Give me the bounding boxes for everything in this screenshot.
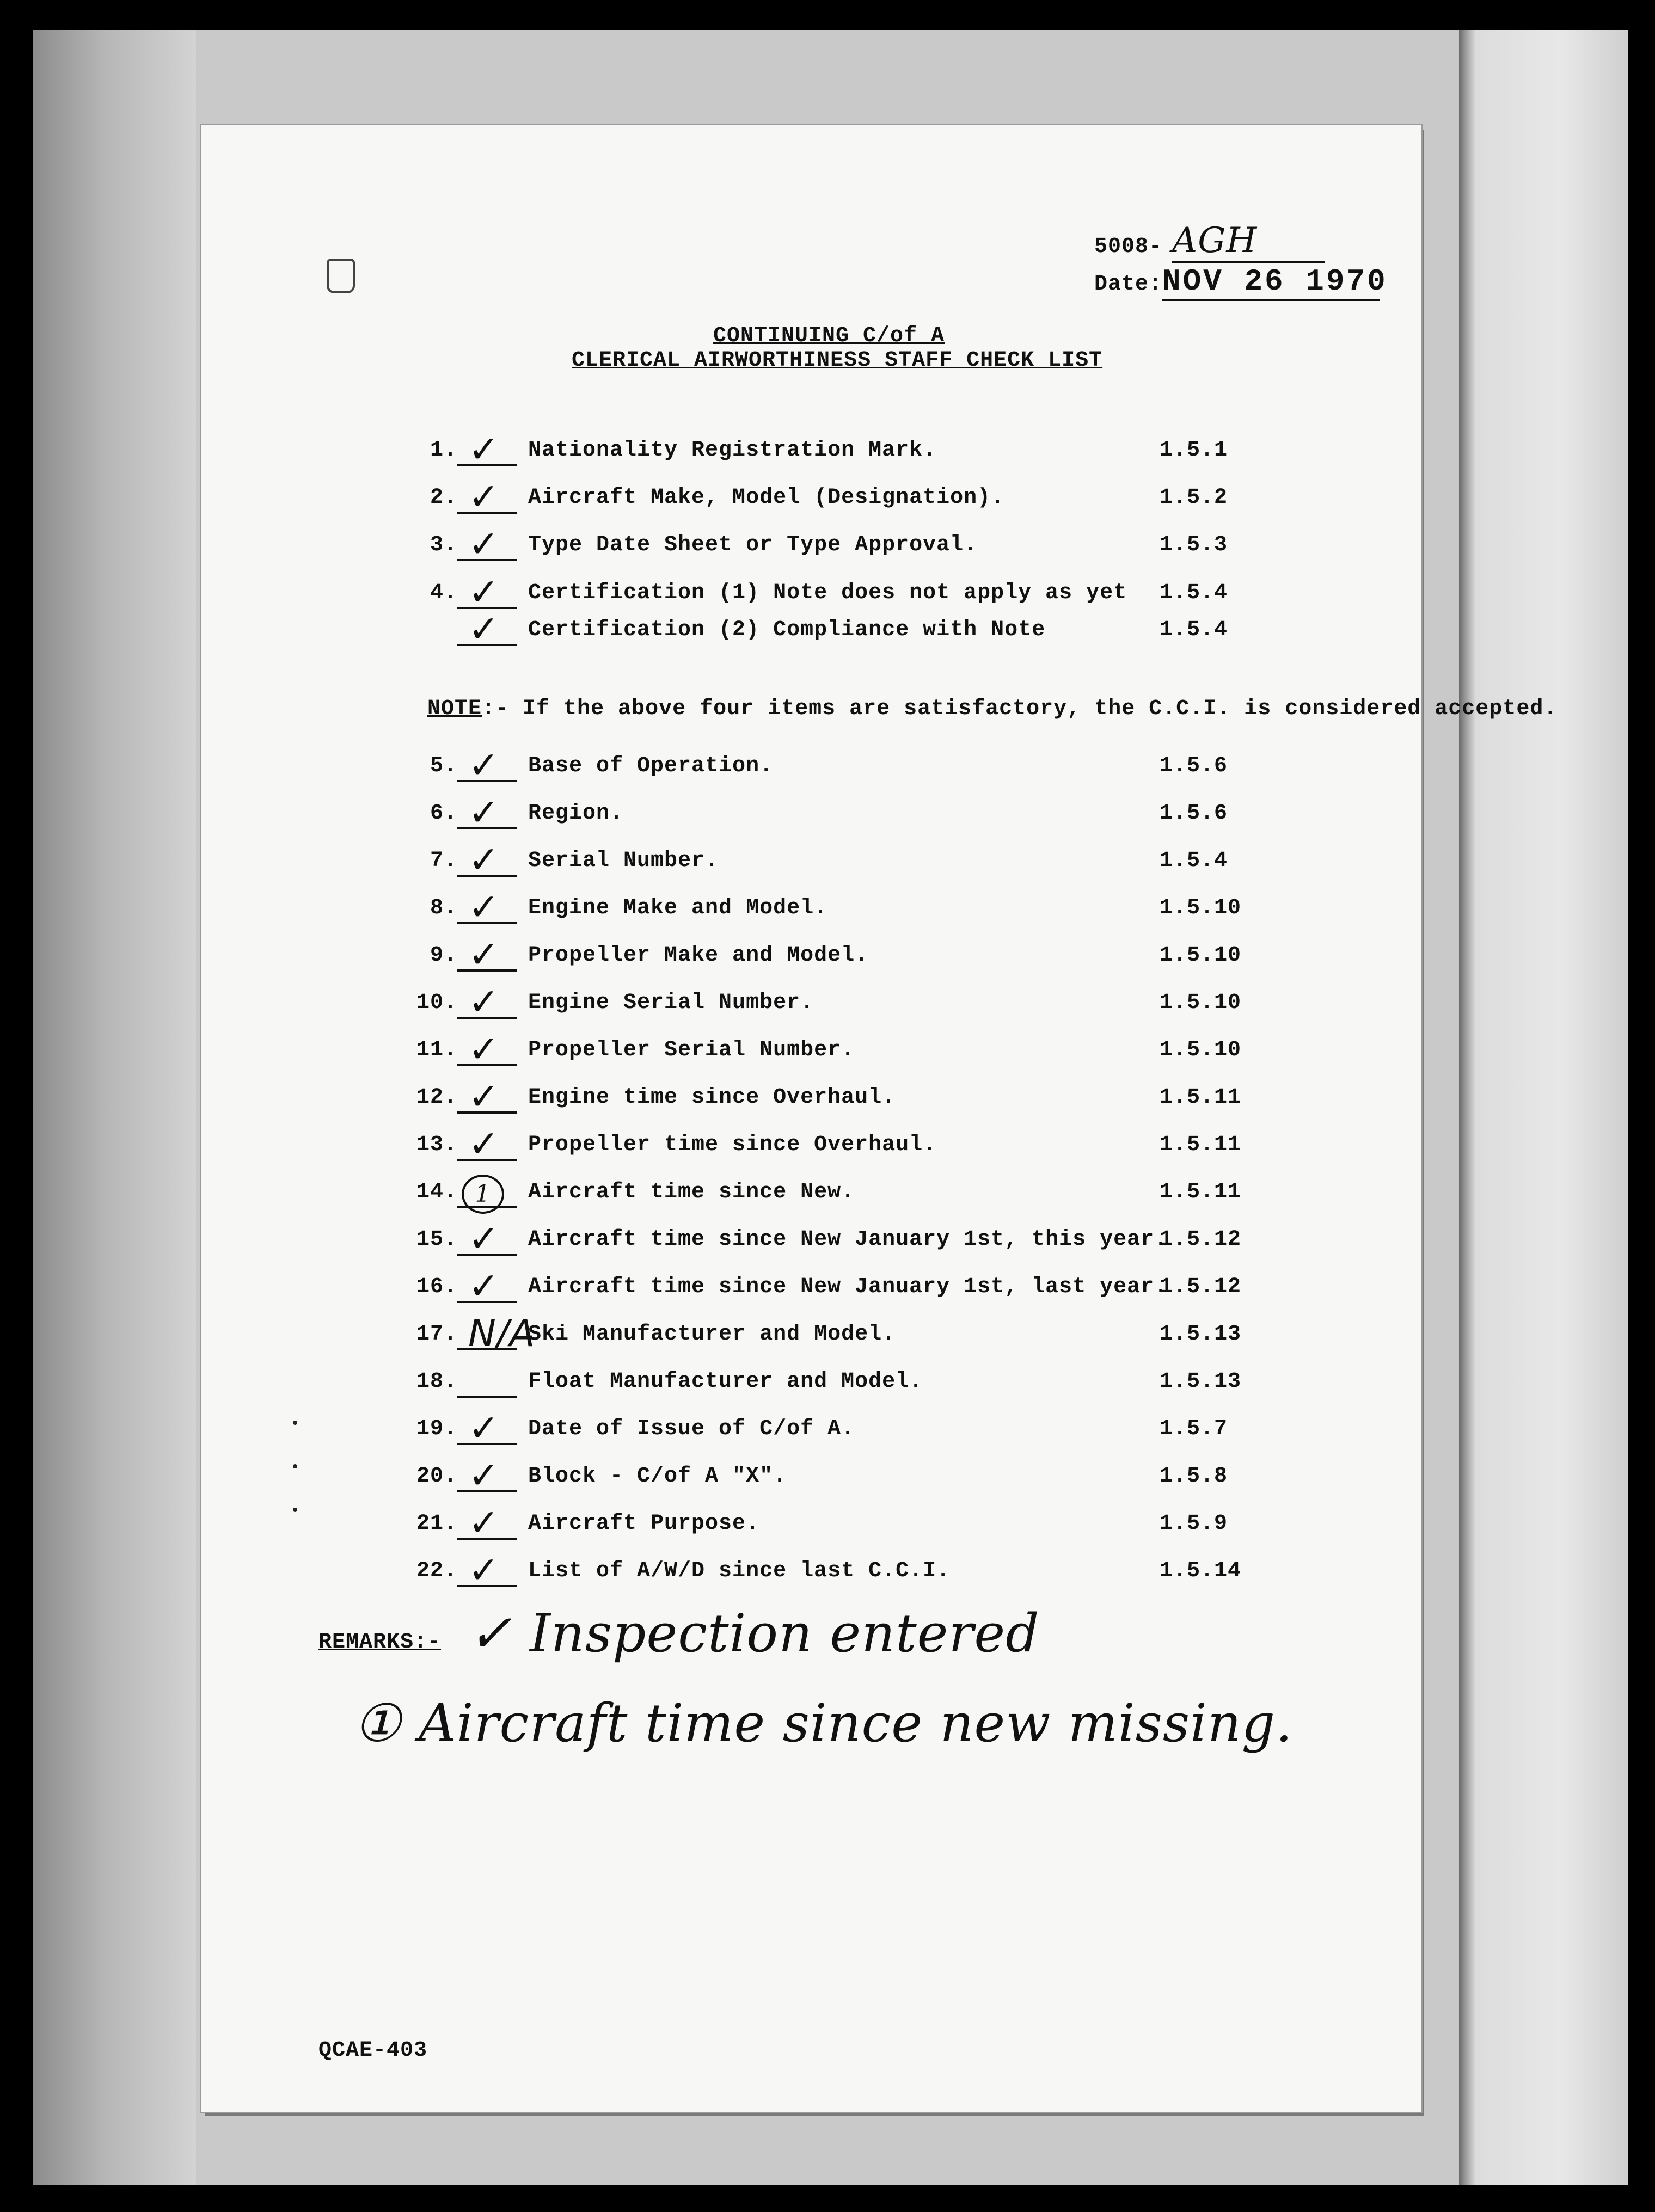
date-line — [1094, 264, 1388, 301]
checklist-item — [201, 476, 1421, 519]
item-reference: 1.5.14 — [1160, 1559, 1242, 1583]
item-label: Type Date Sheet or Type Approval. — [528, 533, 978, 557]
remarks-label: REMARKS:- — [318, 1630, 442, 1655]
form-number-code: AGH — [1172, 220, 1325, 263]
item-label: Propeller Serial Number. — [528, 1038, 855, 1062]
checklist-item — [201, 839, 1421, 882]
checklist-item — [201, 1076, 1421, 1119]
item-label: Certification (2) Compliance with Note — [528, 618, 1046, 642]
item-number: 9. — [430, 943, 457, 968]
checklist-item — [201, 1369, 1421, 1402]
item-reference: 1.5.10 — [1160, 991, 1242, 1015]
item-check-mark: ✓ — [468, 839, 500, 882]
item-label: Aircraft time since New January 1st, last year. — [528, 1275, 1168, 1299]
checklist-item — [201, 1502, 1421, 1545]
item-reference: 1.5.10 — [1160, 1038, 1242, 1062]
item-number: 5. — [430, 754, 457, 778]
item-check-mark: ✓ — [468, 1218, 500, 1261]
item-number: 8. — [430, 896, 457, 920]
document-subtitle: CLERICAL AIRWORTHINESS STAFF CHECK LIST — [572, 348, 1103, 373]
item-reference: 1.5.13 — [1160, 1322, 1242, 1347]
checklist-item — [201, 933, 1421, 976]
checklist-item — [201, 1028, 1421, 1071]
item-label: Aircraft time since New January 1st, this year. — [528, 1227, 1168, 1252]
item-check-mark: ✓ — [468, 791, 500, 834]
item-number: 10. — [416, 991, 457, 1015]
item-check-mark: ✓ — [468, 1076, 500, 1119]
item-check-mark: ✓ — [468, 1123, 500, 1166]
item-label: Engine Make and Model. — [528, 896, 828, 920]
checklist-item — [201, 1312, 1421, 1355]
item-label: Date of Issue of C/of A. — [528, 1417, 855, 1441]
form-code: QCAE-403 — [318, 2038, 428, 2063]
item-number: 15. — [416, 1227, 457, 1252]
item-label: Propeller Make and Model. — [528, 943, 869, 968]
item-label: List of A/W/D since last C.C.I. — [528, 1559, 951, 1583]
note-text: :- If the above four items are satisfactory, the C.C.I. is considered accepted. — [482, 697, 1558, 721]
item-number: 19. — [416, 1417, 457, 1441]
item-check-mark: ✓ — [468, 933, 500, 976]
item-number: 4. — [430, 581, 457, 605]
checklist-item — [201, 428, 1421, 471]
checklist-item — [201, 1180, 1421, 1213]
item-label: Float Manufacturer and Model. — [528, 1369, 923, 1394]
item-number: 12. — [416, 1085, 457, 1110]
item-reference: 1.5.3 — [1160, 533, 1228, 557]
item-check-mark: ✓ — [468, 1265, 500, 1308]
item-reference: 1.5.4 — [1160, 581, 1228, 605]
item-reference: 1.5.1 — [1160, 438, 1228, 463]
item-label: Engine time since Overhaul. — [528, 1085, 896, 1110]
item-label: Region. — [528, 801, 624, 826]
checklist-item — [201, 1123, 1421, 1166]
item-check-mark: ✓ — [468, 571, 500, 614]
item-reference: 1.5.10 — [1160, 943, 1242, 968]
checklist-item — [201, 571, 1421, 614]
form-number-prefix: 5008- — [1094, 235, 1163, 259]
item-label: Serial Number. — [528, 849, 719, 873]
item-check-mark: ✓ — [468, 886, 500, 929]
item-label: Aircraft Make, Model (Designation). — [528, 486, 1005, 510]
remarks-handwritten-line-2: ① Aircraft time since new missing. — [354, 1693, 1293, 1754]
item-number: 3. — [430, 533, 457, 557]
scan-right-margin — [1459, 30, 1628, 2185]
item-reference: 1.5.4 — [1160, 618, 1228, 642]
item-check-mark: ✓ — [468, 1028, 500, 1071]
checklist-item — [201, 1549, 1421, 1592]
item-check-blank — [457, 1396, 517, 1398]
checklist-item — [201, 1218, 1421, 1261]
item-label: Base of Operation. — [528, 754, 774, 778]
form-number — [1094, 220, 1325, 263]
item-label: Propeller time since Overhaul. — [528, 1133, 937, 1157]
item-reference: 1.5.12 — [1160, 1275, 1242, 1299]
item-reference: 1.5.11 — [1160, 1133, 1242, 1157]
item-check-mark: ✓ — [468, 744, 500, 787]
item-number: 7. — [430, 849, 457, 873]
item-number: 13. — [416, 1133, 457, 1157]
checklist-item — [201, 1265, 1421, 1308]
item-check-mark: ✓ — [468, 428, 500, 471]
item-check-mark: ✓ — [468, 1549, 500, 1592]
item-label: Nationality Registration Mark. — [528, 438, 937, 463]
item-check-mark: N/A — [468, 1312, 536, 1355]
item-reference: 1.5.11 — [1160, 1085, 1242, 1110]
item-number: 22. — [416, 1559, 457, 1583]
checklist-item — [201, 791, 1421, 834]
item-reference: 1.5.2 — [1160, 486, 1228, 510]
item-number: 6. — [430, 801, 457, 826]
item-number: 11. — [416, 1038, 457, 1062]
item-label: Aircraft Purpose. — [528, 1511, 760, 1536]
item-reference: 1.5.9 — [1160, 1511, 1228, 1536]
item-check-mark: ✓ — [468, 1407, 500, 1450]
item-check-mark: ✓ — [468, 1502, 500, 1545]
item-label: Certification (1) Note does not apply as yet — [528, 581, 1127, 605]
checklist-item — [201, 608, 1421, 651]
item-number: 16. — [416, 1275, 457, 1299]
checklist-item — [201, 1407, 1421, 1450]
item-reference: 1.5.6 — [1160, 801, 1228, 826]
document-page — [201, 125, 1558, 2112]
date-stamp: NOV 26 1970 — [1162, 264, 1380, 301]
note-paragraph — [427, 697, 1557, 721]
checklist-item — [201, 981, 1421, 1024]
item-reference: 1.5.6 — [1160, 754, 1228, 778]
item-number: 1. — [430, 438, 457, 463]
item-label: Ski Manufacturer and Model. — [528, 1322, 896, 1347]
scan-left-margin — [33, 30, 196, 2185]
item-reference: 1.5.8 — [1160, 1464, 1228, 1489]
item-number: 2. — [430, 486, 457, 510]
date-label: Date: — [1094, 272, 1163, 297]
item-number: 20. — [416, 1464, 457, 1489]
checklist-item — [201, 744, 1421, 787]
item-reference: 1.5.10 — [1160, 896, 1242, 920]
item-number: 17. — [416, 1322, 457, 1347]
item-number: 21. — [416, 1511, 457, 1536]
checklist-item — [201, 523, 1421, 566]
item-label: Block - C/of A "X". — [528, 1464, 787, 1489]
item-check-mark: ✓ — [468, 476, 500, 519]
item-check-mark: 1 — [462, 1175, 504, 1214]
checklist-item — [201, 1454, 1421, 1497]
item-label: Aircraft time since New. — [528, 1180, 855, 1205]
item-reference: 1.5.4 — [1160, 849, 1228, 873]
item-check-mark: ✓ — [468, 523, 500, 566]
checklist-item — [201, 886, 1421, 929]
remarks-handwritten-line-1: ✓ Inspection entered — [468, 1603, 1040, 1664]
item-reference: 1.5.11 — [1160, 1180, 1242, 1205]
item-label: Engine Serial Number. — [528, 991, 814, 1015]
item-number: 14. — [416, 1180, 457, 1205]
item-reference: 1.5.12 — [1160, 1227, 1242, 1252]
note-keyword: NOTE — [427, 697, 482, 721]
item-reference: 1.5.13 — [1160, 1369, 1242, 1394]
binder-tab-icon — [327, 259, 355, 293]
document-title: CONTINUING C/of A — [713, 324, 945, 348]
item-reference: 1.5.7 — [1160, 1417, 1228, 1441]
item-check-mark: ✓ — [468, 608, 500, 651]
item-check-mark: ✓ — [468, 1454, 500, 1497]
item-number: 18. — [416, 1369, 457, 1394]
item-check-mark: ✓ — [468, 981, 500, 1024]
